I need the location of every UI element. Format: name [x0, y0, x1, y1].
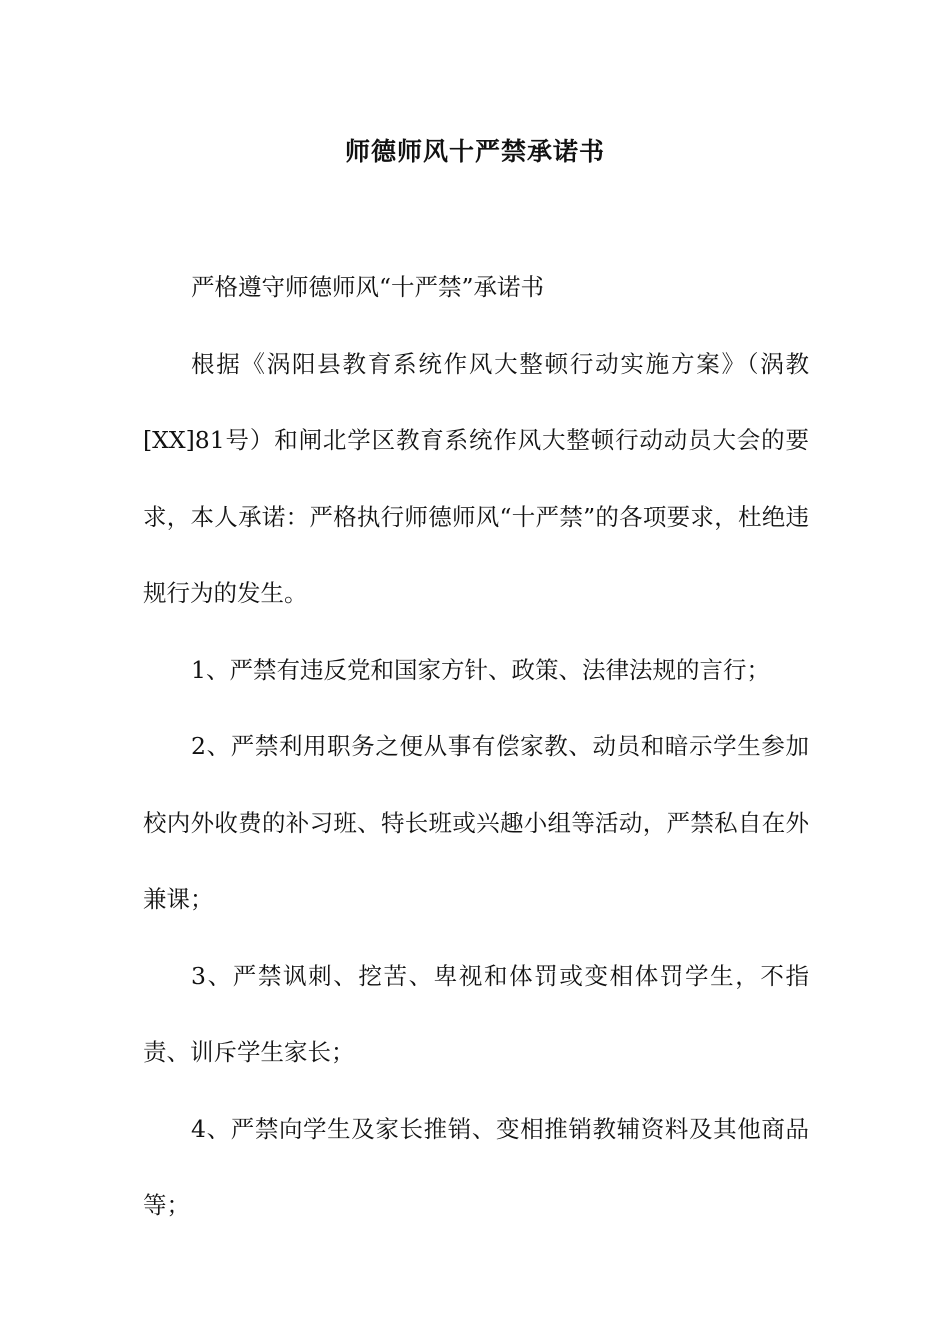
paragraph-item-2: 2、严禁利用职务之便从事有偿家教、动员和暗示学生参加校内外收费的补习班、特长班或兴趣小组等活动，严禁私自在外兼课；	[143, 732, 809, 913]
paragraph-item-3: 3、严禁讽刺、挖苦、卑视和体罚或变相体罚学生，不指责、训斥学生家长；	[143, 961, 809, 1066]
paragraph-heading: 严格遵守师德师风“十严禁”承诺书	[191, 273, 545, 301]
paragraph-intro: 根据《涡阳县教育系统作风大整顿行动实施方案》（涡教[XX]81号）和闸北学区教育系统作风大整顿行动动员大会的要求，本人承诺：严格执行师德师风“十严禁”的各项要求，杜绝违规行为的发生。	[143, 349, 809, 607]
document-title: 师德师风十严禁承诺书	[344, 137, 605, 166]
paragraph-item-4: 4、严禁向学生及家长推销、变相推销教辅资料及其他商品等；	[143, 1114, 809, 1219]
paragraph-item-1: 1、严禁有违反党和国家方针、政策、法律法规的言行；	[191, 655, 770, 684]
document-body	[143, 249, 809, 1244]
